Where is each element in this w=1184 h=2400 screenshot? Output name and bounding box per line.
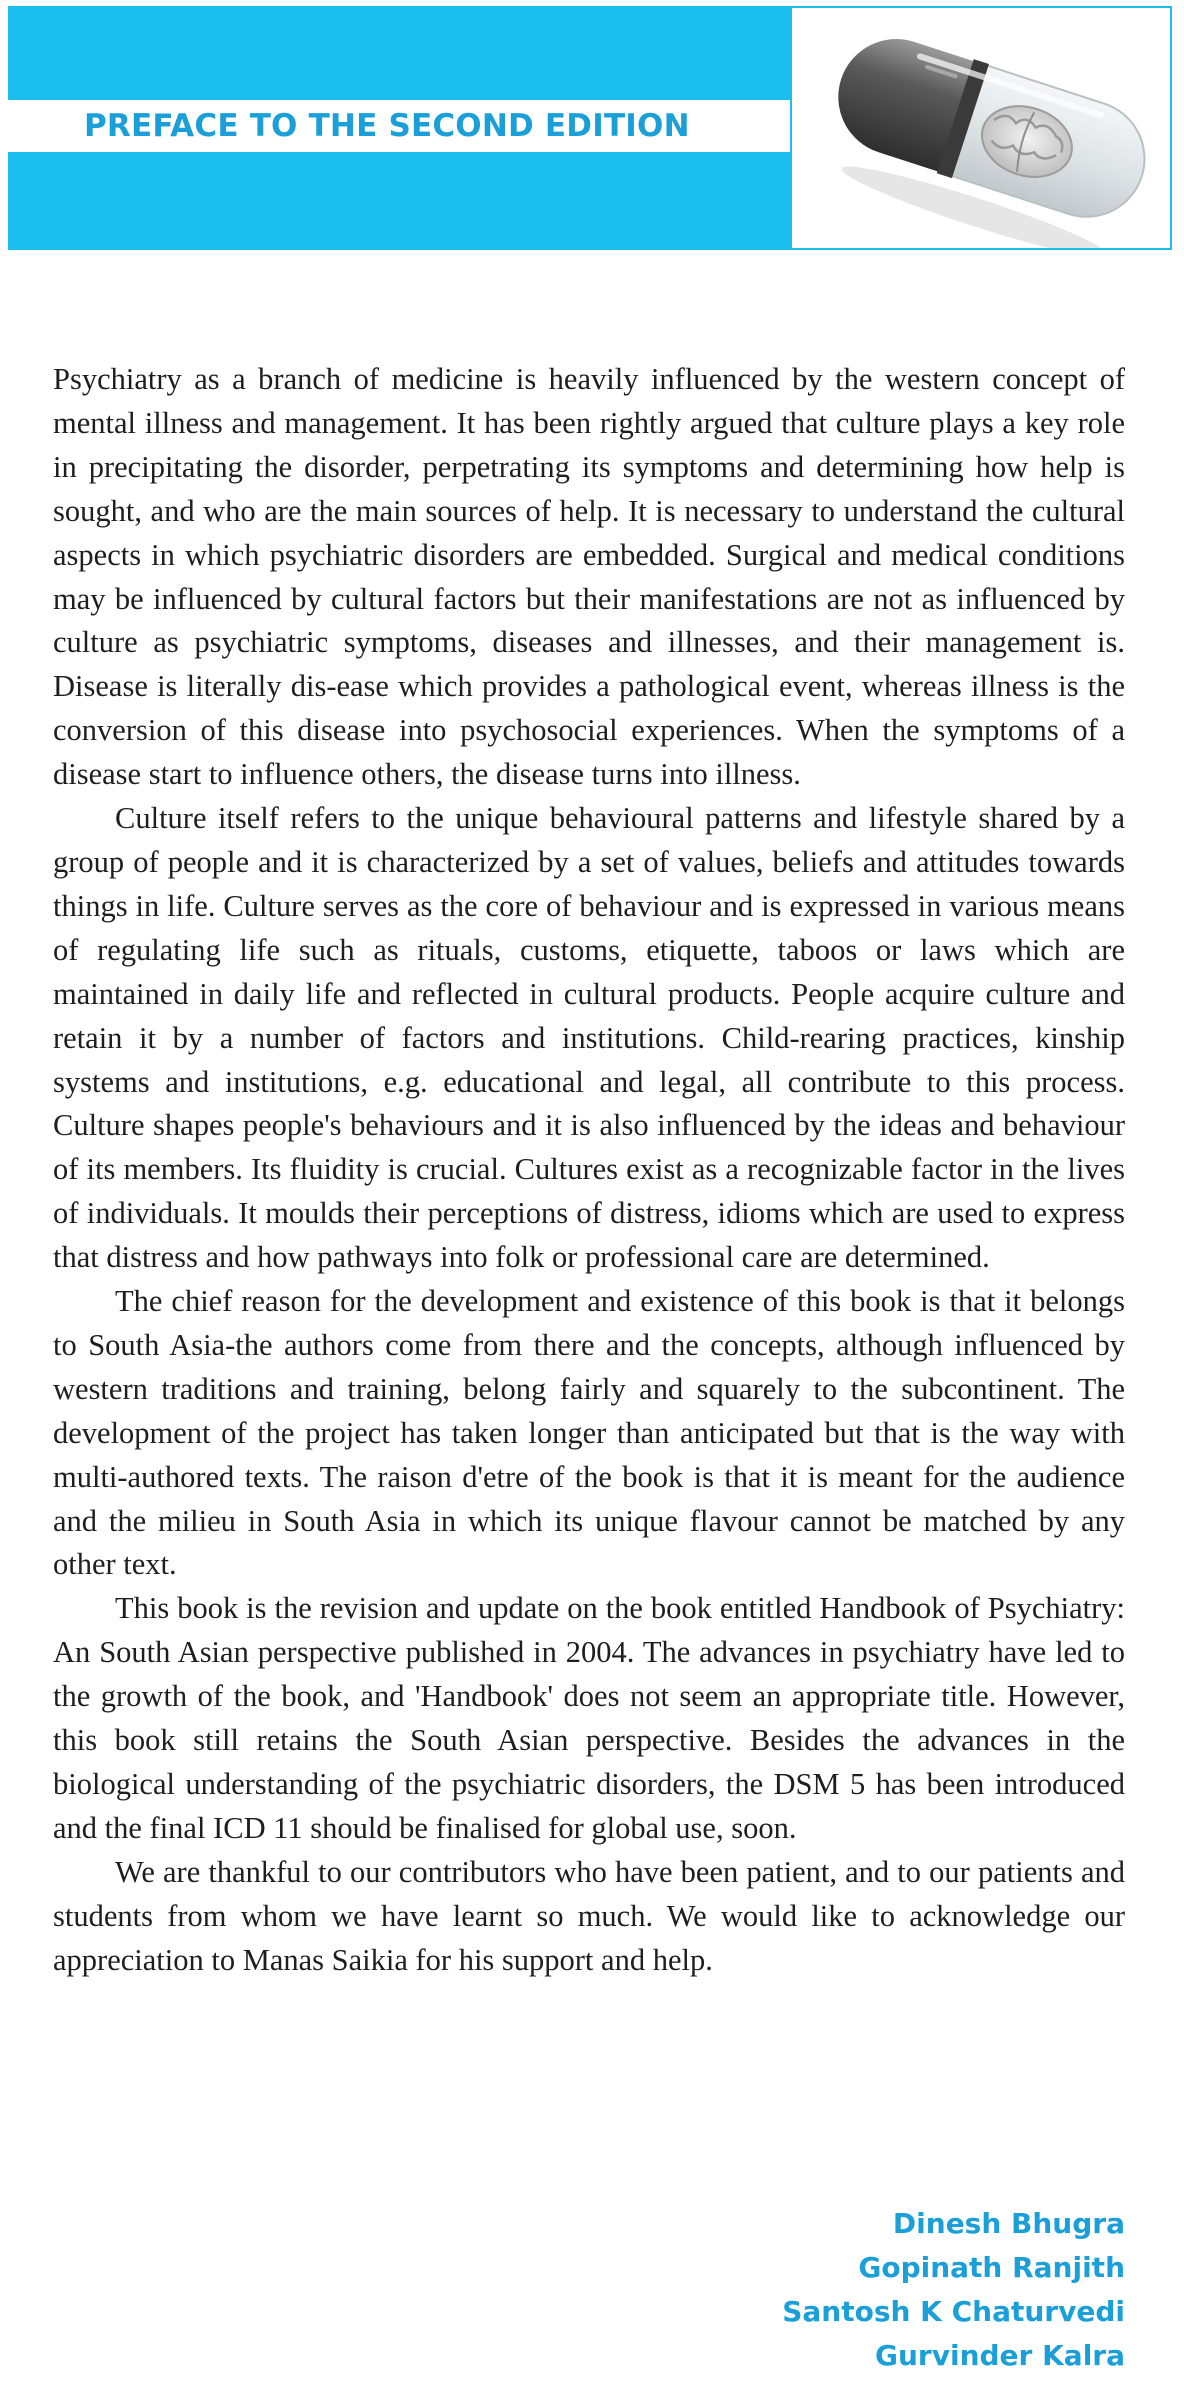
author-name: Gurvinder Kalra xyxy=(875,2339,1125,2372)
page-title: PREFACE TO THE SECOND EDITION xyxy=(84,108,690,144)
paragraph: This book is the revision and update on the book entitled Handbook of Psychiatry: An South Asian perspective published in 2004. The advances in psychiatry have led to the growth of the book, and 'Handbook' does not seem an appropriate title. However, this book still retains the South Asian perspective. Besides the advances in the biological understanding of the psychiatric disorders, the DSM 5 has been introduced and the final ICD 11 should be finalised for global use, soon. xyxy=(53,1591,1125,1845)
paragraph: The chief reason for the development and existence of this book is that it belongs to South Asia-the authors come from there and the concepts, although influenced by western traditions and training, belong fairly and squarely to the subcontinent. The development of the project has taken longer than anticipated but that is the way with multi-authored texts. The raison d'etre of the book is that it is meant for the audience and the milieu in South Asia in which its unique flavour cannot be matched by any other text. xyxy=(53,1284,1125,1582)
author-name: Santosh K Chaturvedi xyxy=(782,2295,1125,2328)
paragraph: Psychiatry as a branch of medicine is heavily influenced by the western concept of mental illness and management. It has been rightly argued that culture plays a key role in precipitating the disorder, perpetrating its symptoms and determining how help is sought, and who are the main sources of help. It is necessary to understand the cultural aspects in which psychiatric disorders are embedded. Surgical and medical conditions may be influenced by cultural factors but their manifestations are not as influenced by culture as psychiatric symptoms, diseases and illnesses, and their management is. Disease is literally dis-ease which provides a pathological event, whereas illness is the conversion of this disease into psychosocial experiences. When the symptoms of a disease start to influence others, the disease turns into illness. xyxy=(53,362,1125,792)
paragraph: We are thankful to our contributors who have been patient, and to our patients and students from whom we have learnt so much. We would like to acknowledge our appreciation to Manas Saikia for his support and help. xyxy=(53,1854,1125,1977)
preface-body xyxy=(53,358,1125,1983)
capsule-with-brain-icon xyxy=(792,8,1172,250)
title-box xyxy=(8,98,790,154)
paragraph: Culture itself refers to the unique behavioural patterns and lifestyle shared by a group of people and it is characterized by a set of values, beliefs and attitudes towards things in life. Culture serves as the core of behaviour and is expressed in various means of regulating life such as rituals, customs, etiquette, taboos or laws which are maintained in daily life and reflected in cultural products. People acquire culture and retain it by a number of factors and institutions. Child-rearing practices, kinship systems and institutions, e.g. educational and legal, all contribute to this process. Culture shapes people's behaviours and it is also influenced by the ideas and behaviour of its members. Its fluidity is crucial. Cultures exist as a recognizable factor in the lives of individuals. It moulds their perceptions of distress, idioms which are used to express that distress and how pathways into folk or professional care are determined. xyxy=(53,801,1125,1275)
author-signatures xyxy=(782,2202,1125,2378)
capsule-image-frame xyxy=(790,6,1172,250)
author-name: Dinesh Bhugra xyxy=(892,2207,1125,2240)
author-name: Gopinath Ranjith xyxy=(858,2251,1125,2284)
